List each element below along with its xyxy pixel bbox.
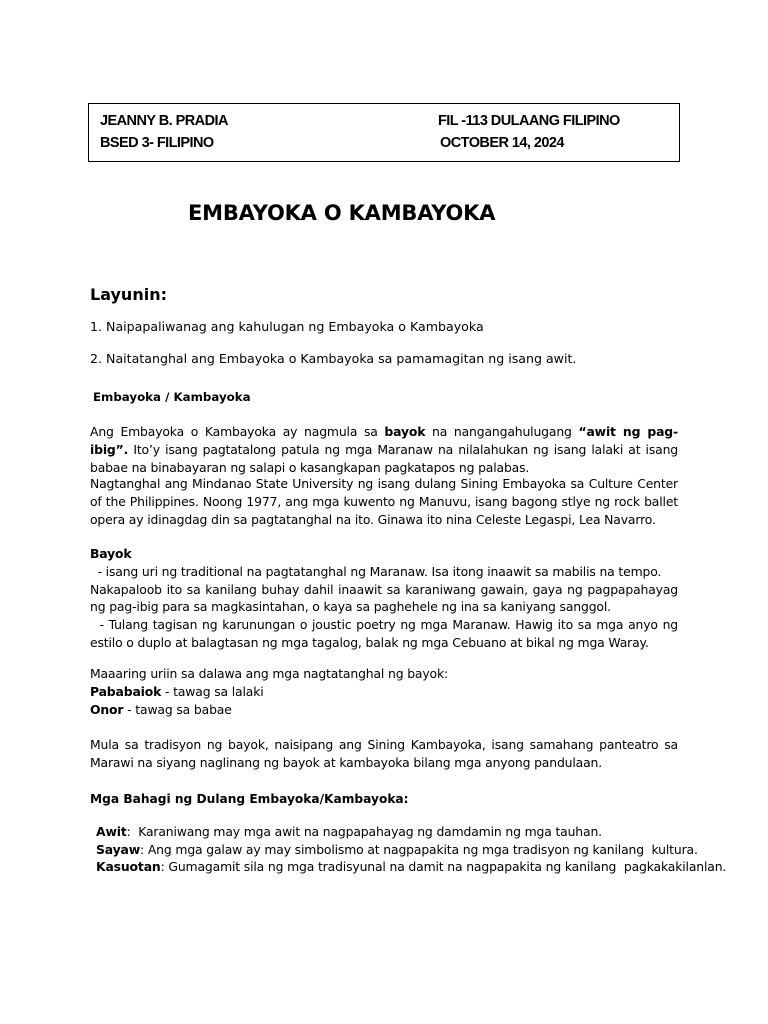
course-code: FIL -113 DULAANG FILIPINO (438, 113, 620, 129)
bold-term-bayok: bayok (384, 424, 426, 439)
header-box (88, 103, 680, 162)
performer-female (90, 701, 678, 719)
female-desc: - tawag sa babae (123, 701, 232, 717)
performers-intro: Maaaring uriin sa dalawa ang mga nagtatanghal ng bayok: (90, 666, 449, 681)
bayok-line-2: - Tulang tagisan ng karunungan o joustic poetry ng mga Maranaw. Hawig ito sa mga anyo ng estilo o duplo at balagtasan ng mga tagalog, balak ng mga Cebuano at bikal ng mga Waray. (90, 617, 682, 650)
bayok-heading (90, 545, 678, 563)
text-run: na nangangahulugang (425, 424, 579, 439)
performer-male (90, 683, 678, 701)
female-term: Onor (90, 701, 124, 717)
objective-item-2: 2. Naitatanghal ang Embayoka o Kambayoka sa pamamagitan ng isang awit. (90, 351, 577, 366)
bahagi-term: Sayaw (96, 842, 141, 857)
objective-item-1: 1. Naipapaliwanag ang kahulugan ng Embayoka o Kambayoka (90, 319, 484, 334)
bahagi-desc: : Ang mga galaw ay may simbolismo at nagpapakita ng mga tradisyon ng kanilang kultura. (140, 842, 698, 857)
bahagi-term: Awit (96, 824, 127, 839)
male-term: Pababaiok (90, 683, 162, 699)
student-name: JEANNY B. PRADIA (100, 113, 228, 129)
bold-term-awit-ng-pag-ibig: “awit ng pag-ibig”. (90, 424, 679, 457)
performers-section (90, 665, 678, 718)
bayok-line-1: - isang uri ng traditional na pagtatanghal ng Maranaw. Isa itong inaawit sa mabilis na tempo. (90, 563, 662, 579)
bayok-paragraph: Nakapaloob ito sa kanilang buhay dahil inaawit sa karaniwang gawain, gaya ng pagpapahayag ng pag-ibig para sa magkasintahan, o kaya sa paghehele ng ina sa kaniyang sanggol. (90, 581, 678, 615)
male-desc: - tawag sa lalaki (161, 683, 264, 699)
embayoka-heading: Embayoka / Kambayoka (93, 390, 251, 404)
bahagi-heading: Mga Bahagi ng Dulang Embayoka/Kambayoka: (90, 792, 409, 806)
bahagi-term: Kasuotan (96, 859, 161, 874)
bahagi-desc: : Karaniwang may mga awit na nagpapahayag ng damdamin ng mga tauhan. (126, 824, 602, 839)
tradisyon-paragraph: Mula sa tradisyon ng bayok, naisipang ang Sining Kambayoka, isang samahang panteatro sa Marawi na siyang naglinang ng bayok at kambayoka bilang mga anyong pandulaan. (90, 737, 678, 770)
embayoka-paragraph-2: Nagtanghal ang Mindanao State University ng isang dulang Sining Embayoka sa Culture Center of the Philippines. Noong 1977, ang mga kuwento ng Manuvu, isang bagong stlye ng rock ballet opera ay idinagdag din sa pagtatanghal na ito. Ginawa ito nina Celeste Legaspi, Lea Navarro. (90, 476, 678, 527)
bahagi-item-kasuotan (96, 858, 726, 876)
bahagi-desc: : Gumagamit sila ng mga tradisyunal na damit na nagpapakita ng kanilang pagkakakilanlan. (160, 859, 727, 874)
bayok-section (90, 545, 682, 652)
text-run: Ito’y isang pagtatalong patula ng mga Maranaw na nilalahukan ng isang lalaki at isang babae na binabayaran ng salapi o kasangkapan pagkatapos ng palabas. (90, 441, 678, 475)
embayoka-paragraph-1 (90, 423, 678, 476)
text-run: Ang Embayoka o Kambayoka ay nagmula sa (90, 424, 385, 439)
document-title: EMBAYOKA O KAMBAYOKA (188, 201, 496, 225)
submission-date: OCTOBER 14, 2024 (440, 135, 564, 151)
bayok-heading-text: Bayok (90, 546, 132, 561)
student-section: BSED 3- FILIPINO (100, 135, 214, 151)
bahagi-item-sayaw (96, 841, 698, 859)
bahagi-item-awit (96, 823, 602, 841)
layunin-heading: Layunin: (90, 285, 167, 304)
